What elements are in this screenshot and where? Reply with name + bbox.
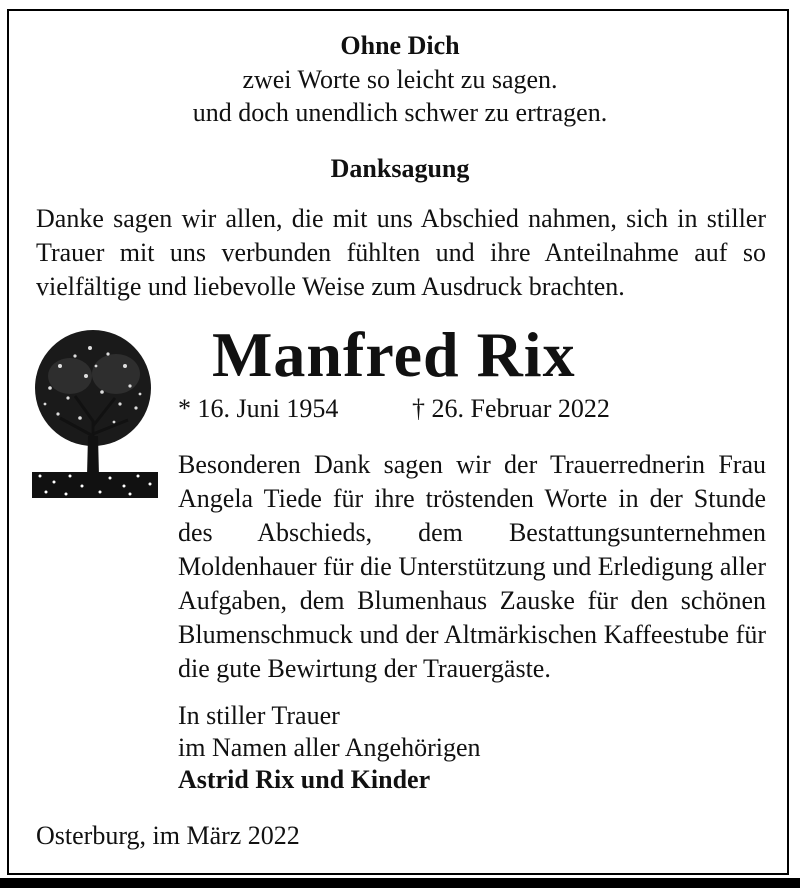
- tree-icon: [30, 326, 160, 500]
- poem-line-1: zwei Worte so leicht zu sagen.: [242, 65, 558, 94]
- poem-title: Ohne Dich: [340, 31, 460, 60]
- intro-paragraph: Danke sagen wir allen, die mit uns Abschied nahmen, sich in stiller Trauer mit uns verbunden fühlten und ihre Anteilnahme auf so vielfältige und liebevolle Weise zum Ausdruck brachten.: [36, 204, 766, 301]
- top-margin: [0, 0, 800, 9]
- signature-line-2: im Namen aller Angehörigen: [178, 733, 481, 762]
- signature-line-1: In stiller Trauer: [178, 701, 340, 730]
- thanks-paragraph: Besonderen Dank sagen wir der Trauerrednerin Frau Angela Tiede für ihre tröstenden Worte in der Stunde des Abschieds, dem Bestattungsunternehmen Moldenhauer für die Unterstützung und Erledigung aller Aufgaben, dem Blumenhaus Zauske für den schönen Blumenschmuck und der Altmärkischen Kaffeestube für die gute Bewirtung der Trauergäste.: [178, 450, 766, 683]
- death-date: † 26. Februar 2022: [412, 394, 610, 423]
- bottom-bar: [0, 878, 800, 888]
- poem-line-2: und doch unendlich schwer zu ertragen.: [192, 98, 608, 127]
- deceased-name: Manfred Rix: [212, 319, 576, 390]
- section-heading: Danksagung: [330, 154, 470, 183]
- place-and-date: Osterburg, im März 2022: [36, 821, 300, 850]
- birth-date: * 16. Juni 1954: [178, 394, 339, 423]
- signature-names: Astrid Rix und Kinder: [178, 765, 431, 794]
